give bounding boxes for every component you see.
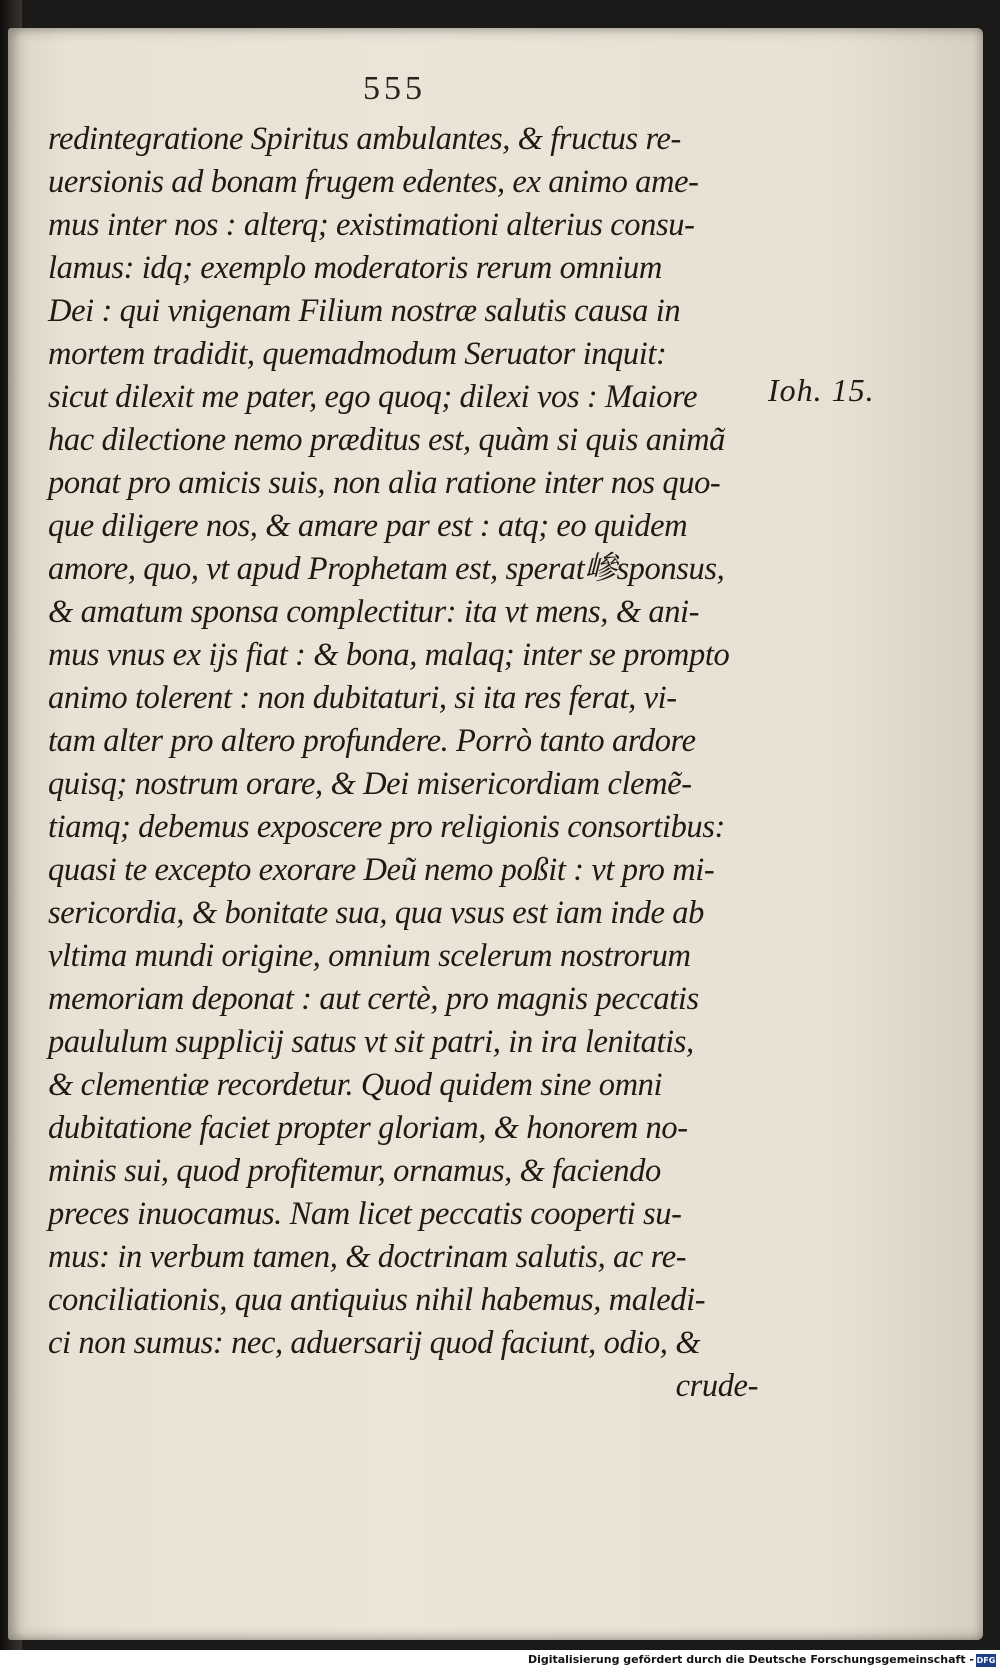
- page-number: 555: [363, 70, 426, 107]
- text-line: quisq; nostrum orare, & Dei misericordiam clemẽ-: [48, 766, 692, 802]
- footer-bar: [0, 1650, 1000, 1672]
- text-line: Dei : qui vnigenam Filium nostræ salutis causa in: [48, 293, 681, 329]
- text-line: & amatum sponsa complectitur: ita vt mens, & ani-: [48, 594, 700, 630]
- text-line: que diligere nos, & amare par est : atq; eo quidem: [48, 508, 688, 544]
- dfg-logo: DFG: [976, 1656, 996, 1665]
- text-line: tam alter pro altero profundere. Porrò tanto ardore: [48, 723, 696, 759]
- text-line: memoriam deponat : aut certè, pro magnis peccatis: [48, 981, 699, 1017]
- text-line: ponat pro amicis suis, non alia ratione inter nos quo-: [48, 465, 721, 501]
- text-line: crude-: [675, 1368, 758, 1404]
- text-line: dubitatione faciet propter gloriam, & honorem no-: [48, 1110, 688, 1146]
- text-line: minis sui, quod profitemur, ornamus, & faciendo: [48, 1153, 661, 1189]
- text-line: & clementiæ recordetur. Quod quidem sine omni: [48, 1067, 663, 1103]
- text-line: sericordia, & bonitate sua, qua vsus est iam inde ab: [48, 895, 704, 931]
- text-line: tiamq; debemus exposcere pro religionis consortibus:: [48, 809, 725, 845]
- marginal-note: Ioh. 15.: [768, 372, 875, 408]
- text-line: lamus: idq; exemplo moderatoris rerum omnium: [48, 250, 662, 286]
- book-page: [8, 28, 983, 1640]
- text-line: amore, quo, vt apud Prophetam est, sperat㠁sponsus,: [48, 551, 725, 587]
- text-line: ci non sumus: nec, aduersarij quod faciunt, odio, &: [48, 1325, 701, 1361]
- text-line: vltima mundi origine, omnium scelerum nostrorum: [48, 938, 691, 974]
- text-line: animo tolerent : non dubitaturi, si ita res ferat, vi-: [48, 680, 677, 716]
- text-line: conciliationis, qua antiquius nihil habemus, maledi-: [48, 1282, 706, 1318]
- text-line: paululum supplicij satus vt sit patri, in ira lenitatis,: [48, 1024, 694, 1060]
- text-line: hac dilectione nemo præditus est, quàm si quis animã: [48, 422, 725, 458]
- text-line: mus: in verbum tamen, & doctrinam salutis, ac re-: [48, 1239, 687, 1275]
- text-line: redintegratione Spiritus ambulantes, & fructus re-: [48, 121, 681, 157]
- page-body-text: [48, 118, 768, 1408]
- text-line: sicut dilexit me pater, ego quoq; dilexi vos : Maiore: [48, 379, 698, 415]
- text-line: quasi te excepto exorare Deũ nemo poßit : vt pro mi-: [48, 852, 715, 888]
- text-line: mortem tradidit, quemadmodum Seruator inquit:: [48, 336, 667, 372]
- text-line: mus vnus ex ijs fiat : & bona, malaq; inter se prompto: [48, 637, 730, 673]
- funding-credit: Digitalisierung gefördert durch die Deutsche Forschungsgemeinschaft -: [527, 1653, 974, 1666]
- text-line: mus inter nos : alterq; existimationi alterius consu-: [48, 207, 695, 243]
- text-line: preces inuocamus. Nam licet peccatis cooperti su-: [48, 1196, 682, 1232]
- text-line: uersionis ad bonam frugem edentes, ex animo ame-: [48, 164, 699, 200]
